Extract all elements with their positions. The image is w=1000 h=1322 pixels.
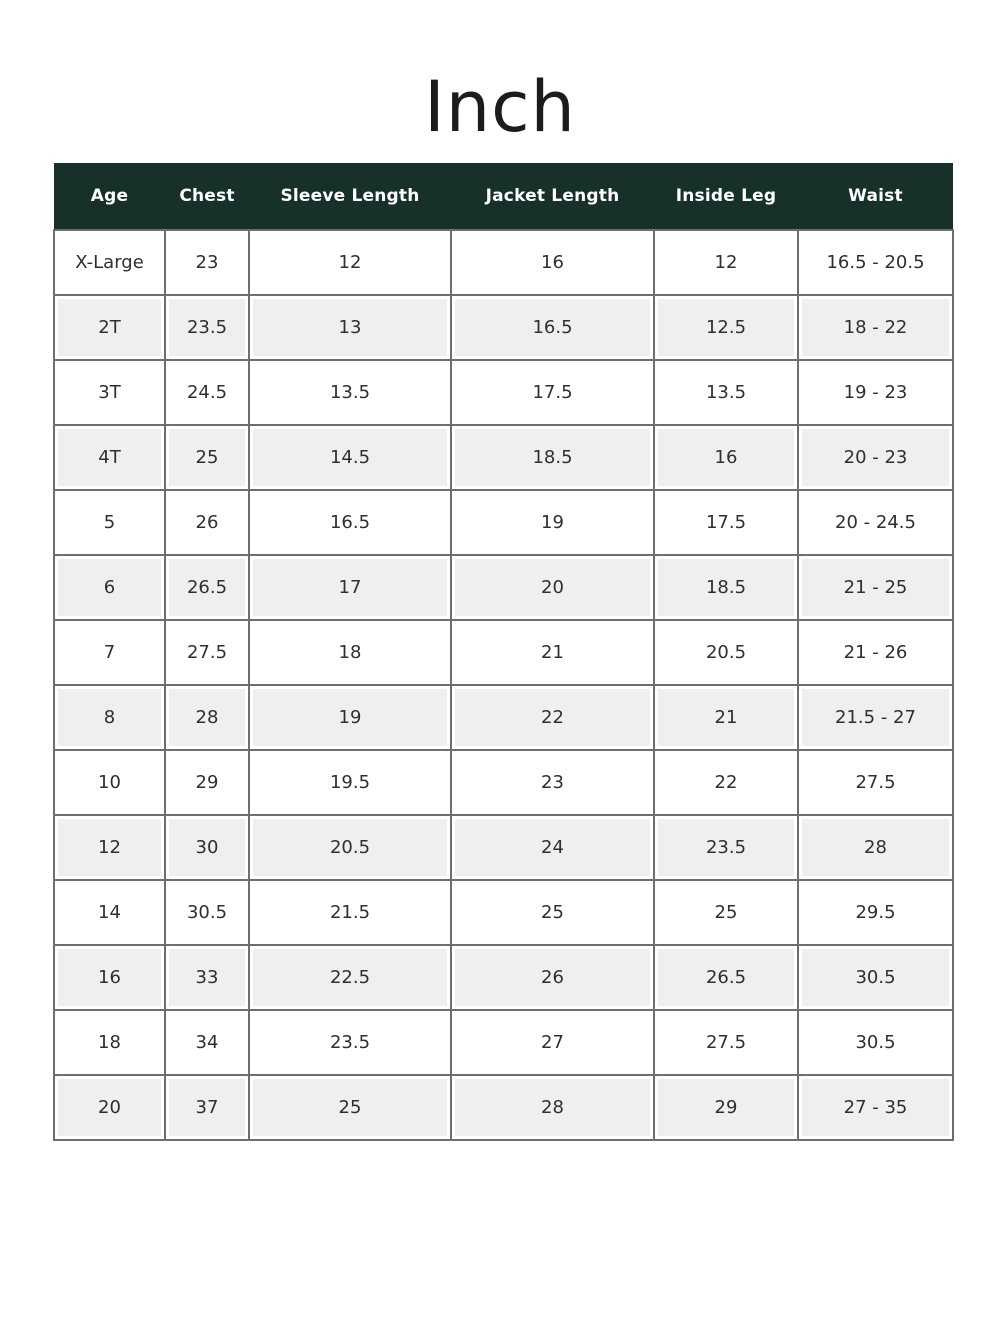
header-inside-leg: Inside Leg [654,163,798,230]
cell-chest: 27.5 [165,620,249,685]
cell-jacket-length: 19 [451,490,654,555]
cell-inside-leg: 13.5 [654,360,798,425]
cell-age: 6 [54,555,165,620]
cell-chest: 24.5 [165,360,249,425]
cell-jacket-length: 17.5 [451,360,654,425]
cell-jacket-length: 24 [451,815,654,880]
cell-age: 12 [54,815,165,880]
cell-inside-leg: 26.5 [654,945,798,1010]
cell-waist: 21 - 25 [798,555,953,620]
cell-sleeve-length: 13 [249,295,451,360]
cell-sleeve-length: 17 [249,555,451,620]
cell-jacket-length: 27 [451,1010,654,1075]
cell-waist: 29.5 [798,880,953,945]
table-row [54,230,953,295]
cell-inside-leg: 20.5 [654,620,798,685]
table-row [54,750,953,815]
cell-age: 8 [54,685,165,750]
table-row [54,425,953,490]
cell-sleeve-length: 20.5 [249,815,451,880]
cell-waist: 27 - 35 [798,1075,953,1140]
cell-jacket-length: 20 [451,555,654,620]
cell-age: 14 [54,880,165,945]
table-row [54,295,953,360]
cell-inside-leg: 29 [654,1075,798,1140]
cell-inside-leg: 23.5 [654,815,798,880]
cell-age: 4T [54,425,165,490]
cell-sleeve-length: 21.5 [249,880,451,945]
cell-chest: 30 [165,815,249,880]
cell-waist: 30.5 [798,1010,953,1075]
cell-age: 18 [54,1010,165,1075]
table-row [54,555,953,620]
header-waist: Waist [798,163,953,230]
cell-waist: 21.5 - 27 [798,685,953,750]
cell-age: 5 [54,490,165,555]
cell-age: 16 [54,945,165,1010]
cell-inside-leg: 25 [654,880,798,945]
cell-jacket-length: 21 [451,620,654,685]
table-row [54,1075,953,1140]
cell-waist: 16.5 - 20.5 [798,230,953,295]
cell-sleeve-length: 13.5 [249,360,451,425]
table-body [54,230,953,1140]
cell-sleeve-length: 19.5 [249,750,451,815]
cell-chest: 33 [165,945,249,1010]
cell-waist: 21 - 26 [798,620,953,685]
cell-sleeve-length: 25 [249,1075,451,1140]
table-row [54,685,953,750]
cell-inside-leg: 22 [654,750,798,815]
table-row [54,1010,953,1075]
cell-jacket-length: 25 [451,880,654,945]
cell-chest: 23.5 [165,295,249,360]
cell-chest: 26 [165,490,249,555]
cell-chest: 28 [165,685,249,750]
cell-waist: 18 - 22 [798,295,953,360]
cell-waist: 20 - 24.5 [798,490,953,555]
cell-age: 3T [54,360,165,425]
cell-sleeve-length: 18 [249,620,451,685]
table-row [54,360,953,425]
cell-chest: 30.5 [165,880,249,945]
table-header-row [54,163,953,230]
cell-sleeve-length: 14.5 [249,425,451,490]
header-jacket-length: Jacket Length [451,163,654,230]
cell-sleeve-length: 12 [249,230,451,295]
header-age: Age [54,163,165,230]
cell-chest: 34 [165,1010,249,1075]
cell-chest: 26.5 [165,555,249,620]
cell-chest: 25 [165,425,249,490]
cell-inside-leg: 12 [654,230,798,295]
cell-chest: 37 [165,1075,249,1140]
table-row [54,880,953,945]
cell-inside-leg: 18.5 [654,555,798,620]
cell-age: 7 [54,620,165,685]
size-chart-table [53,163,954,1141]
header-sleeve-length: Sleeve Length [249,163,451,230]
cell-jacket-length: 16.5 [451,295,654,360]
cell-sleeve-length: 22.5 [249,945,451,1010]
cell-inside-leg: 21 [654,685,798,750]
cell-waist: 19 - 23 [798,360,953,425]
table-row [54,815,953,880]
table-row [54,490,953,555]
cell-jacket-length: 28 [451,1075,654,1140]
table-row [54,620,953,685]
cell-waist: 20 - 23 [798,425,953,490]
cell-age: 2T [54,295,165,360]
cell-jacket-length: 22 [451,685,654,750]
cell-chest: 29 [165,750,249,815]
cell-age: X-Large [54,230,165,295]
page-title: Inch [424,66,576,148]
cell-waist: 30.5 [798,945,953,1010]
cell-inside-leg: 16 [654,425,798,490]
cell-waist: 27.5 [798,750,953,815]
cell-chest: 23 [165,230,249,295]
cell-jacket-length: 16 [451,230,654,295]
cell-waist: 28 [798,815,953,880]
table-row [54,945,953,1010]
cell-age: 10 [54,750,165,815]
cell-inside-leg: 27.5 [654,1010,798,1075]
cell-sleeve-length: 16.5 [249,490,451,555]
header-chest: Chest [165,163,249,230]
cell-inside-leg: 17.5 [654,490,798,555]
cell-sleeve-length: 19 [249,685,451,750]
cell-jacket-length: 18.5 [451,425,654,490]
cell-age: 20 [54,1075,165,1140]
cell-sleeve-length: 23.5 [249,1010,451,1075]
cell-inside-leg: 12.5 [654,295,798,360]
cell-jacket-length: 23 [451,750,654,815]
cell-jacket-length: 26 [451,945,654,1010]
